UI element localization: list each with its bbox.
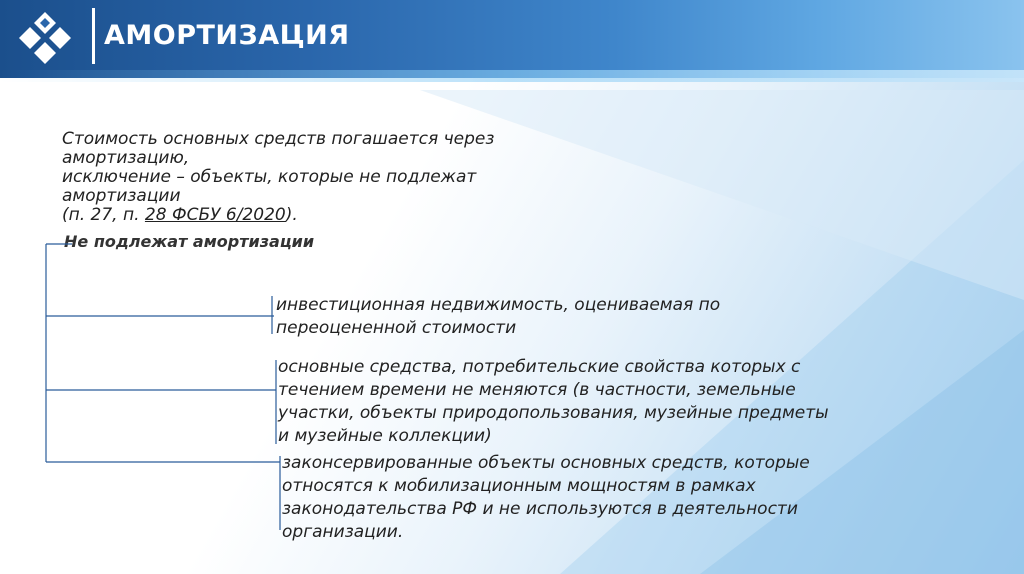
page-title: АМОРТИЗАЦИЯ <box>104 20 350 51</box>
reference-underlined: 28 ФСБУ 6/2020 <box>144 205 286 225</box>
list-item <box>276 294 720 340</box>
list-item-line: и музейные коллекции) <box>278 426 492 446</box>
list-item-line: организации. <box>282 522 404 542</box>
reference-prefix: (п. 27, п. <box>62 205 145 225</box>
intro-line: Стоимость основных средств погашается через <box>62 129 495 149</box>
list-item <box>282 452 810 544</box>
list-item-line: участки, объекты природопользования, музейные предметы <box>278 403 829 423</box>
not-depreciated-heading: Не подлежат амортизации <box>64 232 315 251</box>
intro-line: исключение – объекты, которые не подлежат <box>62 167 477 187</box>
intro-line: амортизацию, <box>62 148 190 168</box>
reference-suffix: ). <box>285 205 298 225</box>
list-item-line: законсервированные объекты основных средств, которые <box>282 453 810 473</box>
list-item <box>278 356 829 448</box>
list-item-line: основные средства, потребительские свойства которых с <box>278 357 801 377</box>
intro-line: амортизации <box>62 186 181 206</box>
list-item-line: течением времени не меняются (в частности, земельные <box>278 380 796 400</box>
list-item-line: относятся к мобилизационным мощностям в рамках <box>282 476 756 496</box>
list-item-line: инвестиционная недвижимость, оцениваемая по <box>276 295 721 315</box>
list-item-line: переоцененной стоимости <box>276 318 517 338</box>
list-item-line: законодательства РФ и не используются в деятельности <box>282 499 798 519</box>
